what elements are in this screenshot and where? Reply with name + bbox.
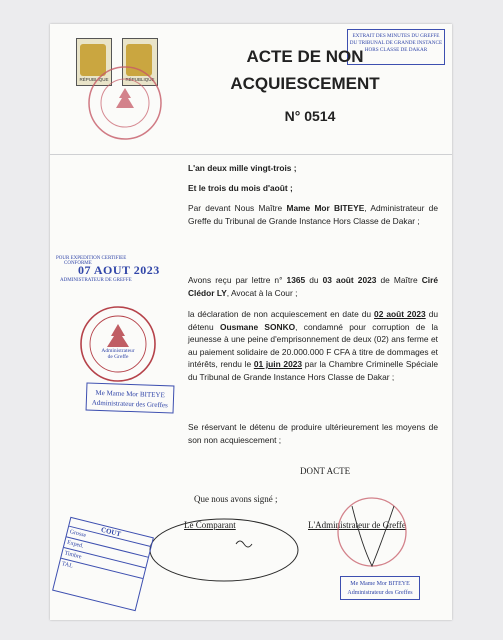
extract-stamp-line1: EXTRAIT DES MINUTES DU GREFFE [352,33,440,39]
extract-stamp-line3: HORS CLASSE DE DAKAR [364,47,428,53]
fiscal-stamp-left: RÉPUBLIQUE [76,38,112,86]
letter-p1: Avons reçu par lettre n° [188,275,287,285]
letter-paragraph [188,274,438,299]
letter-number: 1365 [286,275,306,285]
date-line-1: L'an deux mille vingt-trois ; [188,163,297,173]
republic-seal [78,304,158,384]
declaration-paragraph [188,308,438,383]
cout-stamp [52,517,154,612]
copy-stamp [56,256,168,283]
lawyer-name: Ciré Clédor LY [188,275,438,298]
declaration-p2: du détenu [188,309,439,332]
seal-text [94,348,142,360]
document-page [50,24,452,620]
letter-date: 03 août 2023 [322,275,377,285]
title-line-2: ACQUIESCEMENT [230,74,380,93]
declaration-p1: la déclaration de non acquiescement en date du [188,309,375,319]
letter-p4: , Avocat à la Cour ; [226,287,298,298]
date-line-2: Et le trois du mois d'août ; [188,183,293,193]
copy-stamp-line3: ADMINISTRATEUR DE GREFFE [60,278,132,283]
title-line-1: ACTE DE NON [246,47,364,66]
cout-row-exped: Exped. [64,537,148,568]
declaration-date: 02 août 2023 [374,309,426,319]
act-number: N° 0514 [284,108,336,124]
dont-acte: DONT ACTE [300,466,351,476]
name-stamp [86,382,175,413]
fiscal-stamp-right: RÉPUBLIQUE [122,38,158,86]
seal-line1: Administrateur [101,348,135,354]
extract-stamp-line2: DU TRIBUNAL DE GRANDE INSTANCE [349,40,443,46]
bottom-name-stamp [340,576,420,600]
declaration-p3: , condamné pour corruption de la jeunesse à une peine d'emprisonnement de deux (02) ans ferme et au paiement solidaire de 20.000.000 F CFA à titre de dommages et intérêts, rendu [188,321,438,369]
name-stamp-line2: Administrateur des Greffes [91,398,168,410]
cout-row-timbre: Timbre [61,548,145,579]
divider [50,154,452,155]
copy-stamp-date: 07 AOUT 2023 [78,263,160,277]
name-stamp-line1: Me Mame Mor BITEYE [95,388,165,400]
copy-stamp-line1: POUR EXPEDITION CERTIFIEE [56,256,127,261]
cout-row-grosse: Grosse [66,527,150,558]
signed-line: Que nous avons signé ; [194,494,278,504]
administrator-name: Mame Mor BITEYE [286,203,365,213]
intro-prefix: Par devant Nous Maître [188,203,287,213]
intro-paragraph [188,202,438,227]
letter-p2: du [305,275,323,285]
cout-title: COUT [69,518,153,547]
reserve-paragraph: Se réservant le détenu de produire ultérieurement les moyens de son non acquiescement ; [188,422,438,445]
left-signatory-label: Le Comparant [184,520,236,530]
seal-line2: de Greffe [107,354,129,360]
right-signatory-label: L'Administrateur de Greffe [308,520,406,530]
red-seal-top [86,64,164,142]
detainee-name: Ousmane SONKO [219,321,296,332]
intro-rest: , Administrateur de Greffe du Tribunal de Grande Instance Hors Classe de Dakar ; [188,203,438,226]
cout-row-tal: TAL [61,561,74,570]
bottom-name-line2: Administrateur des Greffes [347,590,413,596]
administrator-seal [332,486,412,586]
judgment-date: 01 juin 2023 [253,359,303,369]
copy-stamp-line2: CONFORME [64,261,92,266]
left-signature [146,514,302,584]
letter-p3: de Maître [376,275,422,285]
declaration-p4: par la Chambre Criminelle Spéciale du Tribunal de Grande Instance Hors Classe de Dakar ; [188,359,438,382]
bottom-name-line1: Me Mame Mor BITEYE [350,581,410,587]
judgment-prefix: le [244,359,254,369]
